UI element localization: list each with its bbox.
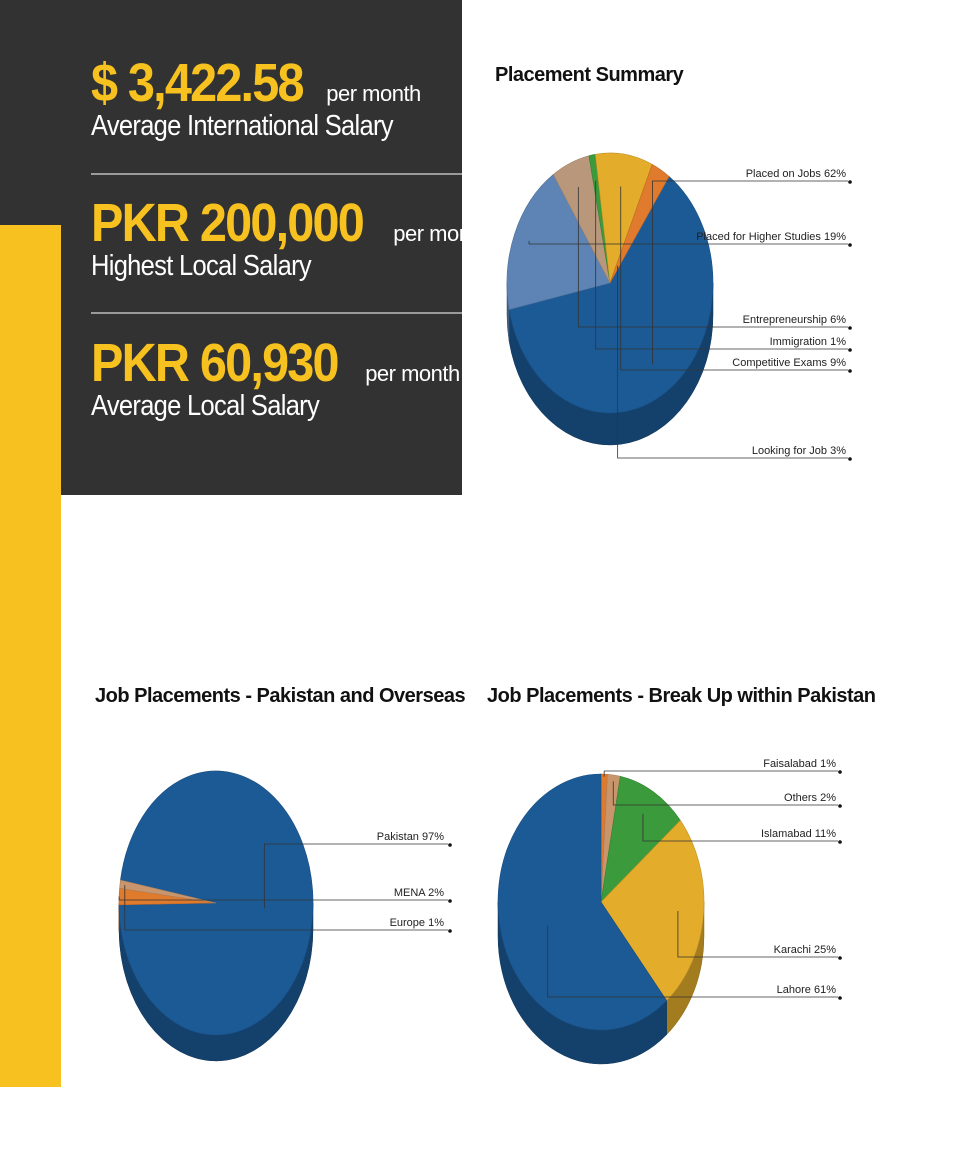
chart-title-pakistan-overseas: Job Placements - Pakistan and Overseas	[95, 685, 466, 707]
leader-dot-looking-for-job	[848, 457, 852, 461]
leader-dot-lahore	[838, 996, 842, 1000]
leader-dot-mena	[448, 899, 452, 903]
accent-bar	[0, 225, 61, 1087]
slice-label-placed-for-higher-studies: Placed for Higher Studies 19%	[696, 231, 846, 243]
slice-label-lahore: Lahore 61%	[776, 984, 836, 996]
chart-title-placement-summary: Placement Summary	[495, 64, 684, 86]
slice-label-pakistan: Pakistan 97%	[376, 831, 444, 843]
leader-dot-others	[838, 804, 842, 808]
leader-dot-immigration	[848, 348, 852, 352]
stat-label: Highest Local Salary	[91, 250, 311, 282]
leader-dot-pakistan	[448, 843, 452, 847]
leader-dot-placed-for-higher-studies	[848, 243, 852, 247]
slice-label-others: Others 2%	[784, 792, 836, 804]
within-pakistan-chart	[470, 745, 870, 1085]
stat-average-local	[91, 332, 460, 423]
leader-line-faisalabad	[604, 771, 838, 777]
slice-label-entrepreneurship: Entrepreneurship 6%	[742, 314, 846, 326]
slice-label-europe: Europe 1%	[389, 917, 444, 929]
stat-value: $ 3,422.58	[91, 53, 303, 113]
chart-title-within-pakistan: Job Placements - Break Up within Pakistan	[487, 685, 876, 707]
slice-label-competitive-exams: Competitive Exams 9%	[732, 357, 846, 369]
stat-unit: per month	[326, 81, 421, 106]
stat-unit: per month	[393, 221, 488, 246]
slice-label-immigration: Immigration 1%	[769, 336, 846, 348]
slice-label-islamabad: Islamabad 11%	[760, 828, 836, 840]
pakistan-overseas-chart	[80, 750, 470, 1090]
leader-dot-placed-on-jobs	[848, 180, 852, 184]
slice-label-karachi: Karachi 25%	[773, 944, 836, 956]
leader-dot-competitive-exams	[848, 369, 852, 373]
stat-unit: per month	[365, 361, 460, 386]
stat-value: PKR 200,000	[91, 193, 363, 253]
divider	[91, 312, 462, 314]
leader-dot-karachi	[838, 956, 842, 960]
divider	[91, 173, 462, 175]
stat-international	[91, 52, 434, 143]
slice-label-looking-for-job: Looking for Job 3%	[751, 445, 846, 457]
stat-label: Average Local Salary	[91, 390, 320, 422]
slice-label-faisalabad: Faisalabad 1%	[763, 758, 836, 770]
stat-highest-local	[91, 192, 488, 283]
slice-label-mena: MENA 2%	[393, 887, 444, 899]
leader-dot-europe	[448, 929, 452, 933]
placement-summary-chart	[470, 130, 870, 480]
leader-dot-entrepreneurship	[848, 326, 852, 330]
slice-label-placed-on-jobs: Placed on Jobs 62%	[745, 168, 846, 180]
leader-dot-islamabad	[838, 840, 842, 844]
stat-value: PKR 60,930	[91, 333, 338, 393]
leader-dot-faisalabad	[838, 770, 842, 774]
stat-label: Average International Salary	[91, 110, 393, 142]
